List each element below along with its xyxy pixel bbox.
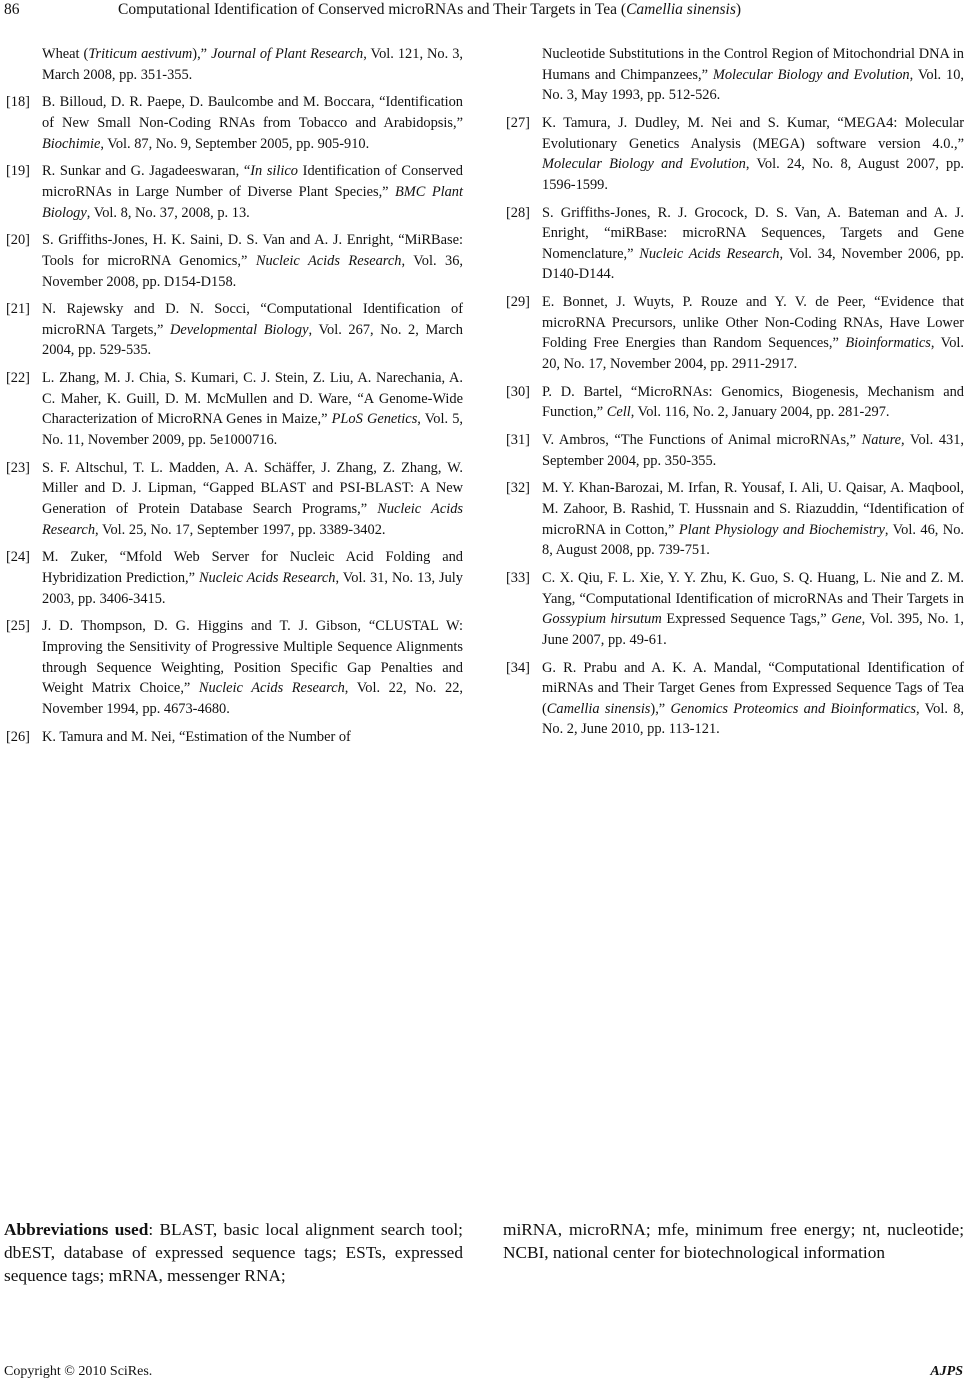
- ref-text: , Vol. 46, No. 8, August 2008, pp. 739-751.: [542, 521, 964, 559]
- ref-italic: Gossypium hirsutum: [542, 611, 662, 628]
- ref-text: , Vol. 36, November 2008, pp. D154-D158.: [42, 252, 463, 290]
- ref-text: , Vol. 25, No. 17, September 1997, pp. 3389-3402.: [95, 521, 386, 538]
- reference-continuation: [506, 44, 964, 106]
- ref-text: , Vol. 10, No. 3, May 1993, pp. 512-526.: [542, 66, 965, 104]
- ref-text: , Vol. 116, No. 2, January 2004, pp. 281-297.: [630, 404, 890, 421]
- ref-text: S. Griffiths-Jones, H. K. Saini, D. S. Van and A. J. Enright, “MiRBase: Tools for microRNA Genomics,”: [42, 232, 463, 269]
- ref-italic: Nature: [861, 432, 902, 449]
- copyright-notice: Copyright © 2010 SciRes.: [4, 1364, 153, 1379]
- ref-italic: Journal of Plant Research: [211, 46, 364, 62]
- ref-text: , Vol. 395, No. 1, June 2007, pp. 49-61.: [542, 611, 964, 648]
- reference-item: [506, 568, 964, 650]
- reference-number: [18]: [6, 94, 30, 111]
- reference-item: [6, 547, 463, 609]
- ref-text: P. D. Bartel, “MicroRNAs: Genomics, Biogenesis, Mechanism and Function,”: [542, 383, 964, 421]
- ref-italic: Camellia sinensis: [546, 700, 651, 717]
- ref-text: , Vol. 8, No. 37, 2008, p. 13.: [86, 204, 250, 221]
- reference-item: [506, 382, 964, 423]
- ref-italic: Bioinformatics: [845, 335, 931, 352]
- reference-item: [6, 92, 463, 154]
- ref-text: S. F. Altschul, T. L. Madden, A. A. Schäffer, J. Zhang, Z. Zhang, W. Miller and D. J. Lipman, “Gapped BLAST and PSI-BLAST: A New Generation of Protein Database Search Programs,”: [42, 459, 463, 517]
- running-title-species: Camellia sinensis: [626, 1, 736, 18]
- reference-item: [6, 368, 463, 450]
- ref-text: G. R. Prabu and A. K. A. Mandal, “Computational Identification of miRNAs and Their Target Genes from Expressed Sequence Tags of Tea (: [542, 659, 964, 717]
- running-title-end: ): [735, 1, 742, 18]
- ref-text: K. Tamura and M. Nei, “Estimation of the Number of: [42, 728, 351, 745]
- right-reference-column: [506, 44, 964, 747]
- ref-text: R. Sunkar and G. Jagadeeswaran, “: [42, 163, 251, 180]
- reference-number: [26]: [6, 728, 30, 745]
- ref-text: , Vol. 31, No. 13, July 2003, pp. 3406-3415.: [42, 569, 463, 607]
- ref-text: B. Billoud, D. R. Paepe, D. Baulcombe and M. Boccara, “Identification of New Small Non-Coding RNAs from Tobacco and Arabidopsis,”: [42, 94, 463, 131]
- ref-italic: Nucleic Acids Research: [639, 245, 780, 262]
- ref-text: S. Griffiths-Jones, R. J. Grocock, D. S. Van, A. Bateman and A. J. Enright, “miRBase: microRNA Sequences, Targets and Gene Nomenclature,”: [542, 204, 964, 262]
- reference-item: [506, 203, 964, 285]
- reference-item: [6, 230, 463, 292]
- ref-italic: Nucleic Acids Research: [255, 252, 402, 269]
- ref-text: ),”: [650, 700, 671, 717]
- ref-text: M. Zuker, “Mfold Web Server for Nucleic Acid Folding and Hybridization Prediction,”: [42, 549, 463, 586]
- ref-text: K. Tamura, J. Dudley, M. Nei and S. Kumar, “MEGA4: Molecular Evolutionary Genetics Analysis (MEGA) software version 4.0.,”: [542, 114, 964, 152]
- ref-italic: Nucleic Acids Research: [42, 501, 463, 538]
- ref-text: E. Bonnet, J. Wuyts, P. Rouze and Y. V. de Peer, “Evidence that microRNA Precursors, unlike Other Non-Coding RNAs, Have Lower Folding Free Energies than Random Sequences,”: [542, 294, 964, 352]
- journal-abbrev: AJPS: [930, 1364, 963, 1379]
- ref-italic: Cell: [606, 404, 631, 421]
- ref-italic: Molecular Biology and Evolution: [712, 66, 910, 83]
- ref-text: , Vol. 24, No. 8, August 2007, pp. 1596-1599.: [542, 156, 964, 193]
- reference-number: [19]: [6, 163, 30, 180]
- ref-italic: PLoS Genetics: [331, 411, 418, 428]
- ref-italic: Genomics Proteomics and Bioinformatics: [670, 700, 917, 717]
- ref-text: , Vol. 267, No. 2, March 2004, pp. 529-535.: [42, 321, 464, 359]
- ref-italic: Developmental Biology: [170, 321, 309, 338]
- running-title-text: Computational Identification of Conserved microRNAs and Their Targets in Tea (: [118, 1, 627, 18]
- page-header: [0, 0, 967, 22]
- ref-italic: Biochimie: [42, 135, 101, 152]
- reference-item: [506, 292, 964, 374]
- reference-item: [506, 658, 964, 740]
- ref-text: , Vol. 8, No. 2, June 2010, pp. 113-121.: [542, 700, 965, 738]
- reference-item: [506, 478, 964, 560]
- ref-text: J. D. Thompson, D. G. Higgins and T. J. Gibson, “CLUSTAL W: Improving the Sensitivity of Progressive Multiple Sequence Alignments through Sequence Weighting, Position Specific Gap Penalties and Weight Matrix Choice,”: [42, 618, 463, 697]
- ref-text: , Vol. 34, November 2006, pp. D140-D144.: [542, 245, 965, 283]
- reference-item: [6, 299, 463, 361]
- ref-text: M. Y. Khan-Barozai, M. Irfan, R. Yousaf, I. Ali, U. Qaisar, A. Maqbool, M. Zahoor, B. Rashid, T. Hussnain and S. Riazuddin, “Identification of microRNA in Cotton,”: [542, 480, 964, 538]
- ref-text: , Vol. 20, No. 17, November 2004, pp. 2911-2917.: [542, 335, 964, 372]
- reference-number: [30]: [506, 383, 530, 400]
- reference-item: [6, 458, 463, 540]
- ref-italic: In silico: [250, 163, 299, 180]
- ref-text: V. Ambros, “The Functions of Animal microRNAs,”: [542, 432, 862, 449]
- reference-number: [20]: [6, 232, 30, 249]
- reference-number: [28]: [506, 204, 530, 221]
- ref-text: Nucleotide Substitutions in the Control Region of Mitochondrial DNA in Humans and Chimpanzees,”: [542, 46, 964, 83]
- abbreviations-left: [4, 1219, 463, 1287]
- reference-item: [6, 727, 463, 748]
- reference-number: [32]: [506, 480, 530, 497]
- ref-italic: Molecular Biology and Evolution: [542, 156, 746, 173]
- ref-italic: Nucleic Acids Research: [198, 680, 345, 697]
- reference-number: [34]: [506, 659, 530, 676]
- ref-text: , Vol. 5, No. 11, November 2009, pp. 5e1000716.: [42, 411, 463, 449]
- reference-number: [29]: [506, 294, 530, 311]
- abbreviations-text: : BLAST, basic local alignment search tool; dbEST, database of expressed sequence tags; ESTs, expressed sequence tags; mRNA, messenger RNA;: [4, 1220, 463, 1285]
- ref-text: Wheat (: [42, 46, 89, 62]
- ref-text: ),”: [192, 46, 212, 62]
- reference-item: [506, 430, 964, 471]
- reference-number: [24]: [6, 549, 30, 566]
- reference-item: [506, 113, 964, 195]
- running-title: [118, 1, 741, 19]
- abbreviations-heading: Abbreviations used: [4, 1220, 149, 1239]
- ref-text: , Vol. 121, No. 3, March 2008, pp. 351-355.: [42, 46, 464, 83]
- reference-number: [27]: [506, 114, 530, 131]
- ref-text: L. Zhang, M. J. Chia, S. Kumari, C. J. Stein, Z. Liu, A. Narechania, A. C. Maher, K. Guill, D. M. McMullen and D. Ware, “A Genome-Wide Characterization of MicroRNA Genes in Maize,”: [42, 370, 463, 428]
- reference-number: [31]: [506, 432, 530, 449]
- ref-italic: Nucleic Acids Research: [198, 569, 336, 586]
- reference-continuation: [6, 44, 463, 85]
- abbreviations-right: miRNA, microRNA; mfe, minimum free energy; nt, nucleotide; NCBI, national center for biotechnological information: [503, 1220, 964, 1262]
- ref-text: , Vol. 22, No. 22, November 1994, pp. 4673-4680.: [42, 680, 463, 717]
- ref-text: Identification of Conserved microRNAs in Large Number of Diverse Plant Species,”: [42, 163, 463, 200]
- reference-number: [21]: [6, 301, 30, 318]
- reference-number: [25]: [6, 618, 30, 635]
- reference-item: [6, 616, 463, 719]
- ref-italic: Gene: [831, 611, 862, 628]
- page-number: 86: [4, 1, 20, 18]
- ref-text: , Vol. 87, No. 9, September 2005, pp. 905-910.: [100, 135, 370, 152]
- ref-text: C. X. Qiu, F. L. Xie, Y. Y. Zhu, K. Guo, S. Q. Huang, L. Nie and Z. M. Yang, “Computational Identification of microRNAs and Their Targets in: [542, 569, 964, 607]
- reference-number: [23]: [6, 459, 30, 476]
- ref-italic: Triticum aestivum: [88, 46, 193, 62]
- ref-italic: Plant Physiology and Biochemistry: [678, 521, 885, 538]
- reference-number: [22]: [6, 370, 30, 387]
- ref-text: , Vol. 431, September 2004, pp. 350-355.: [542, 432, 964, 469]
- ref-text: N. Rajewsky and D. N. Socci, “Computational Identification of microRNA Targets,”: [42, 301, 463, 338]
- reference-item: [6, 161, 463, 223]
- ref-italic: BMC Plant Biology: [42, 183, 463, 221]
- left-reference-column: [6, 44, 463, 754]
- reference-number: [33]: [506, 569, 530, 586]
- ref-text: Expressed Sequence Tags,”: [661, 611, 832, 628]
